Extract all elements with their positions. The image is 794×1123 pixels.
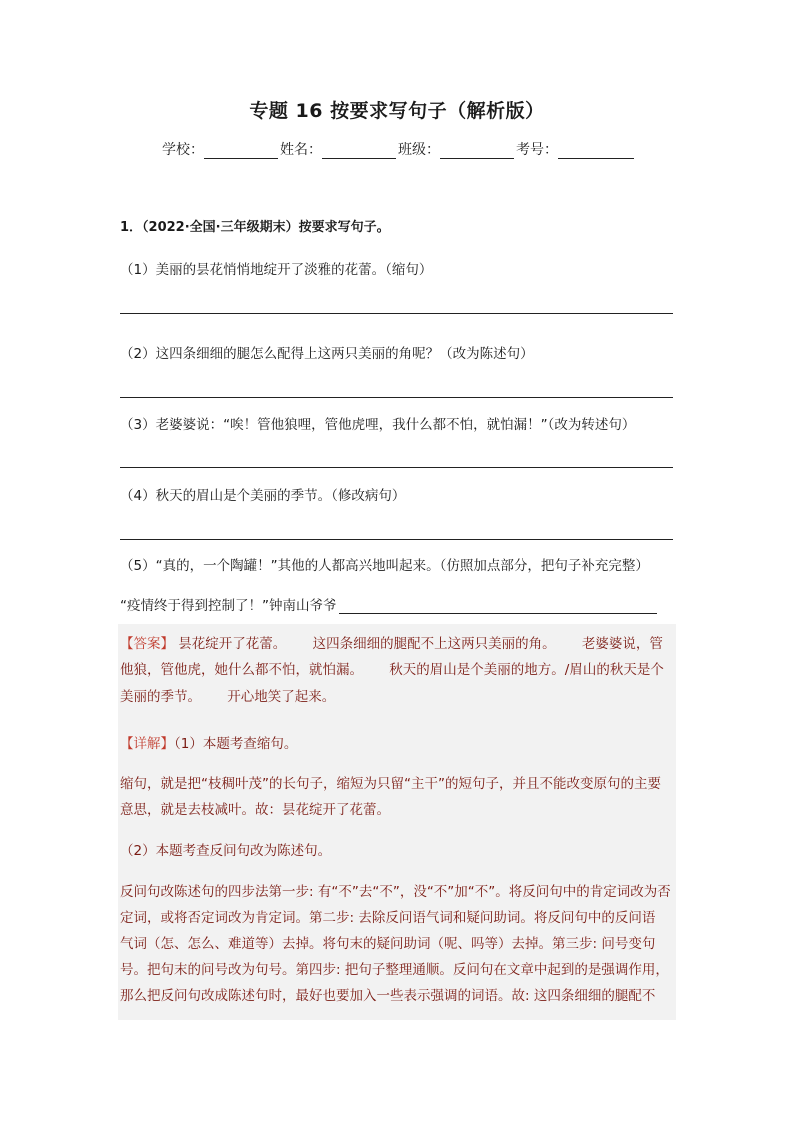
answer-part-2: 这四条细细的腿配不上这两只美丽的角。 (312, 636, 556, 652)
detail-p4-line4: 号。把句末的问号改为句号。第四步: 把句子整理通顺。反问句在文章中起到的是强调作用， (120, 962, 669, 978)
question-heading: 1．（2022·全国·三年级期末）按要求写句子。 (120, 220, 390, 235)
question-item-2: （2）这四条细细的腿怎么配得上这两只美丽的角呢？（改为陈述句） (120, 346, 534, 362)
detail-p2-line1: 缩句，就是把“枝稠叶茂”的长句子，缩短为只留“主干”的短句子，并且不能改变原句的主要 (120, 776, 661, 792)
answer-part-1: 昙花绽开了花蕾。 (178, 636, 287, 652)
answer-part-7: 开心地笑了起来。 (227, 689, 336, 705)
page-title: 专题 16 按要求写句子（解析版） (249, 100, 545, 122)
detail-p2-line2: 意思，就是去枝减叶。故：昙花绽开了花蕾。 (120, 802, 390, 818)
detail-tag: 【详解】 (120, 736, 174, 752)
answer-part-3: 老婆婆说，管 (581, 636, 663, 652)
number-label: 考号： (516, 142, 558, 158)
detail-p4-line3: 气词（怎、怎么、难道等）去掉。将句末的疑问助词（呢、吗等）去掉。第三步: 问号变句 (120, 936, 656, 952)
answer-tag: 【答案】 (120, 636, 174, 652)
answer-line-a (120, 631, 676, 657)
school-label: 学校： (162, 142, 204, 158)
detail-p4-line2: 定词，或将否定词改为肯定词。第二步: 去除反问语气词和疑问助词。将反问句中的反问语 (120, 910, 656, 926)
question-item-3: （3）老婆婆说：“唉！管他狼哩，管他虎哩，我什么都不怕，就怕漏！”（改为转述句） (120, 417, 636, 433)
detail-p4-line5: 那么把反问句改成陈述句时，最好也要加入一些表示强调的词语。故: 这四条细细的腿配不 (120, 988, 656, 1004)
answer-line-c (120, 684, 676, 710)
answer-line-2[interactable] (120, 397, 673, 398)
answer-part-6: 美丽的季节。 (120, 689, 201, 705)
detail-p4-line1: 反问句改陈述句的四步法第一步: 有“不”去“不”，没“不”加“不”。将反问句中的肯定词改为否 (120, 884, 671, 900)
answer-blank-5[interactable] (339, 599, 657, 614)
class-blank[interactable] (440, 144, 514, 159)
question-item-1: （1）美丽的昙花悄悄地绽开了淡雅的花蕾。（缩句） (120, 262, 433, 278)
answer-line-1[interactable] (120, 313, 673, 314)
question-item-4: （4）秋天的眉山是个美丽的季节。（修改病句） (120, 488, 406, 504)
school-blank[interactable] (204, 144, 278, 159)
detail-p1: （1）本题考查缩句。 (174, 736, 298, 752)
class-label: 班级： (398, 142, 440, 158)
detail-line-1 (120, 731, 676, 757)
student-info-row (162, 139, 636, 159)
answer-line-4[interactable] (120, 539, 673, 540)
question-5-followup (120, 594, 657, 614)
question-5-prompt: “疫情终于得到控制了！”钟南山爷爷 (120, 598, 337, 614)
number-blank[interactable] (558, 144, 634, 159)
name-label: 姓名： (280, 142, 322, 158)
name-blank[interactable] (322, 144, 396, 159)
answer-line-b (120, 657, 676, 683)
question-item-5: （5）“真的，一个陶罐！”其他的人都高兴地叫起来。（仿照加点部分，把句子补充完整） (120, 558, 649, 574)
detail-p3: （2）本题考查反问句改为陈述句。 (120, 843, 332, 859)
answer-line-3[interactable] (120, 467, 673, 468)
answer-part-5: 秋天的眉山是个美丽的地方。/眉山的秋天是个 (389, 662, 664, 678)
answer-part-4: 他狼，管他虎，她什么都不怕，就怕漏。 (120, 662, 363, 678)
